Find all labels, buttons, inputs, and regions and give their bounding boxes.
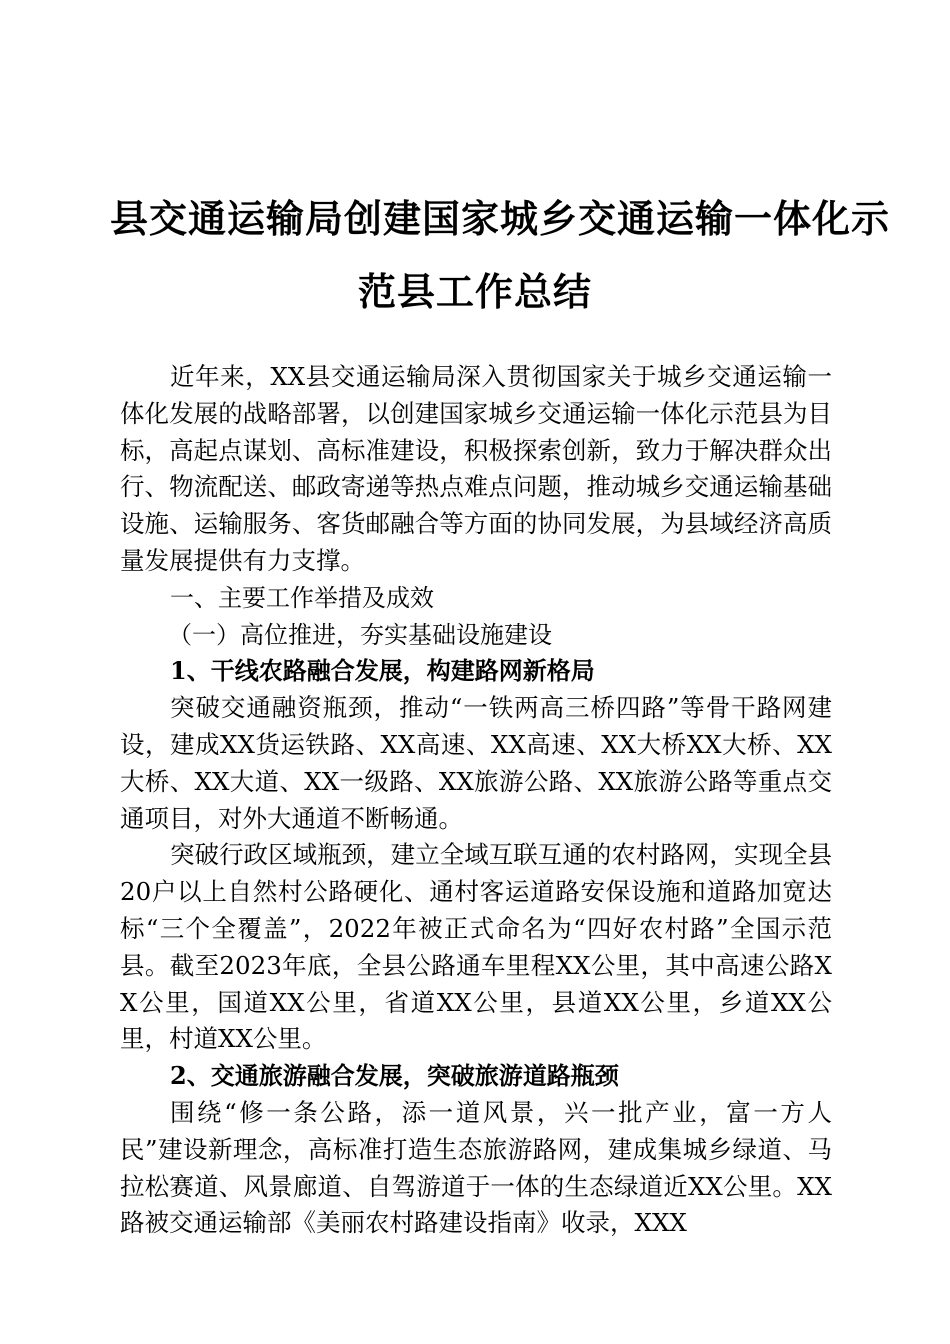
item-heading-2: 2、交通旅游融合发展，突破旅游道路瓶颈 [170, 1061, 619, 1091]
item-heading-1: 1、干线农路融合发展，构建路网新格局 [170, 656, 595, 686]
subsection-heading: （一）高位推进，夯实基础设施建设 [168, 620, 552, 649]
item-1-paragraph-2: 突破行政区域瓶颈，建立全域互联互通的农村路网，实现全县20户以上自然村公路硬化、通村客运道路安保设施和道路加宽达标“三个全覆盖”，2022年被正式命名为“四好农村路”全国示范县。截至2023年底，全县公路通车里程XX公里，其中高速公路XX公里，国道XX公里，省道XX公里，县道XX公里，乡道XX公里，村道XX公里。 [120, 840, 832, 1054]
section-heading: 一、主要工作举措及成效 [170, 583, 434, 612]
intro-paragraph: 近年来，XX县交通运输局深入贯彻国家关于城乡交通运输一体化发展的战略部署，以创建国家城乡交通运输一体化示范县为目标，高起点谋划、高标准建设，积极探索创新，致力于解决群众出行、物流配送、邮政寄递等热点难点问题，推动城乡交通运输基础设施、运输服务、客货邮融合等方面的协同发展，为县域经济高质量发展提供有力支撑。 [120, 362, 832, 575]
item-2-paragraph-1: 围绕“修一条公路，添一道风景，兴一批产业，富一方人民”建设新理念，高标准打造生态旅游路网，建成集城乡绿道、马拉松赛道、风景廊道、自驾游道于一体的生态绿道近XX公里。XX路被交通运输部《美丽农村路建设指南》收录，XXX [120, 1097, 832, 1238]
document-body [120, 359, 832, 1242]
item-1-paragraph-1: 突破交通融资瓶颈，推动“一铁两高三桥四路”等骨干路网建设，建成XX货运铁路、XX高速、XX高速、XX大桥XX大桥、XX大桥、XX大道、XX一级路、XX旅游公路、XX旅游公路等重点交通项目，对外大通道不断畅通。 [120, 693, 832, 833]
document-title-line-2: 范县工作总结 [357, 269, 592, 314]
document-title-line-1: 县交通运输局创建国家城乡交通运输一体化示 [110, 196, 891, 241]
